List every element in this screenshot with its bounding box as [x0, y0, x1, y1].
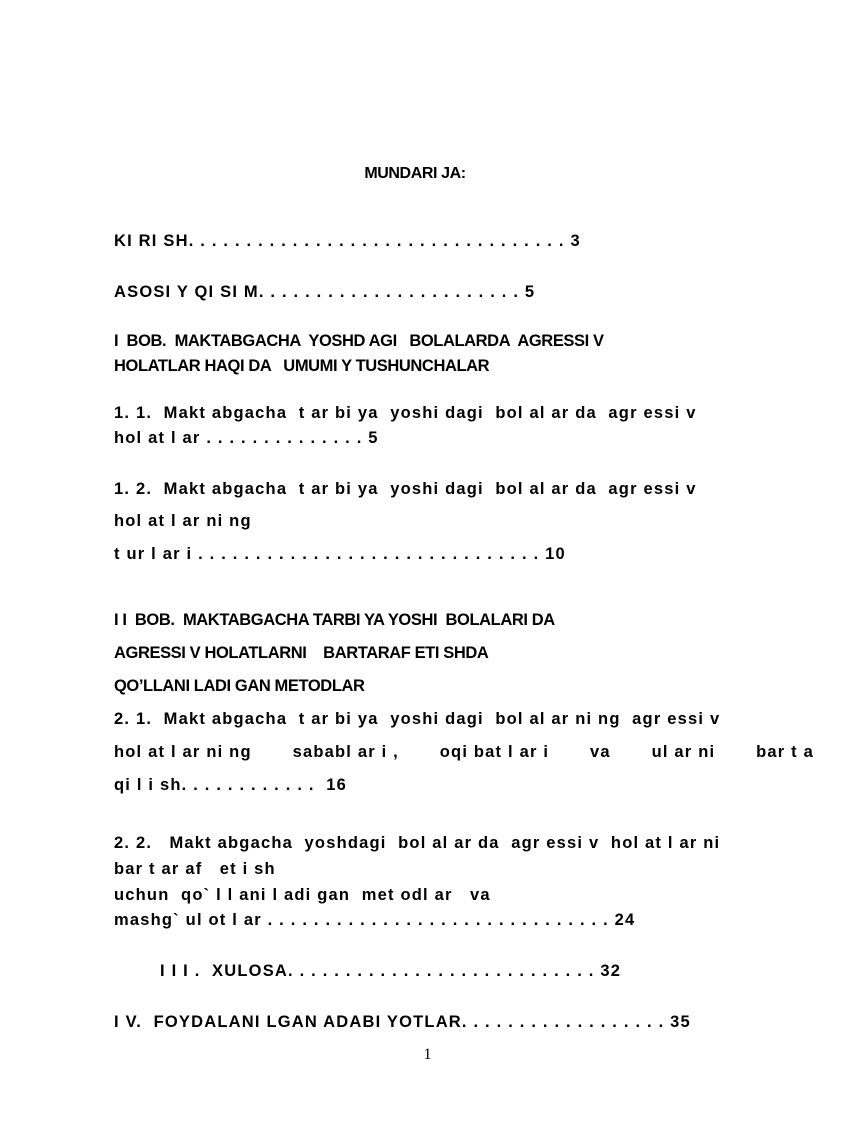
toc-entry-2-1-line-2: [114, 742, 814, 762]
toc-entry-1-1-line-1: 1. 1. Makt abgacha t ar bi ya yoshi dagi bol al ar da agr essi v: [114, 404, 697, 422]
justified-word: va: [589, 743, 611, 761]
toc-entry-2-2-line-1: 2. 2. Makt abgacha yoshdagi bol al ar da agr essi v hol at l ar ni: [114, 834, 721, 852]
toc-chapter-1-line-1: I BOB. MAKTABGACHA YOSHD AGI BOLALARDA AGRESSI V: [114, 332, 604, 350]
toc-entry-1-2-line-2: hol at l ar ni ng: [114, 512, 252, 530]
justified-word: sababl ar i ,: [292, 743, 399, 761]
toc-entry-2-2-line-3: uchun qo` l l ani l adi gan met odl ar va: [114, 886, 491, 904]
toc-entry-kirish: KI RI SH. . . . . . . . . . . . . . . . . . . . . . . . . . . . . . . . . 3: [114, 232, 581, 250]
toc-chapter-2-line-1: I I BOB. MAKTABGACHA TARBI YA YOSHI BOLALARI DA: [114, 611, 555, 629]
toc-chapter-2-line-2: AGRESSI V HOLATLARNI BARTARAF ETI SHDA: [114, 644, 489, 662]
toc-title: MUNDARI JA:: [364, 165, 466, 182]
toc-entry-1-1-line-2: hol at l ar . . . . . . . . . . . . . . 5: [114, 429, 379, 447]
toc-entry-2-1-line-3: qi l i sh. . . . . . . . . . . . 16: [114, 776, 347, 794]
justified-word: hol at l ar ni ng: [114, 743, 252, 761]
justified-word: oqi bat l ar i: [439, 743, 550, 761]
toc-entry-2-1-line-1: 2. 1. Makt abgacha t ar bi ya yoshi dagi bol al ar ni ng agr essi v: [114, 710, 721, 728]
toc-entry-1-2-line-1: 1. 2. Makt abgacha t ar bi ya yoshi dagi bol al ar da agr essi v: [114, 480, 697, 498]
toc-chapter-2-line-3: QO’LLANI LADI GAN METODLAR: [114, 677, 365, 695]
toc-entry-adabiyotlar: I V. FOYDALANI LGAN ADABI YOTLAR. . . . . . . . . . . . . . . . . . 35: [114, 1013, 691, 1031]
toc-entry-2-2-line-4: mashg` ul ot l ar . . . . . . . . . . . . . . . . . . . . . . . . . . . . . . 24: [114, 911, 636, 929]
justified-word: bar t a: [756, 743, 814, 761]
toc-entry-2-2-line-2: bar t ar af et i sh: [114, 860, 276, 878]
page-number: 1: [423, 1046, 432, 1063]
toc-chapter-1-line-2: HOLATLAR HAQI DA UMUMI Y TUSHUNCHALAR: [114, 357, 490, 375]
toc-entry-1-2-line-3: t ur l ar i . . . . . . . . . . . . . . . . . . . . . . . . . . . . . . 10: [114, 545, 566, 563]
justified-word: ul ar ni: [651, 743, 716, 761]
toc-entry-xulosa: I I I . XULOSA. . . . . . . . . . . . . . . . . . . . . . . . . . . 32: [160, 962, 622, 980]
toc-entry-asosiy-qism: ASOSI Y QI SI M. . . . . . . . . . . . . . . . . . . . . . . 5: [114, 283, 536, 301]
